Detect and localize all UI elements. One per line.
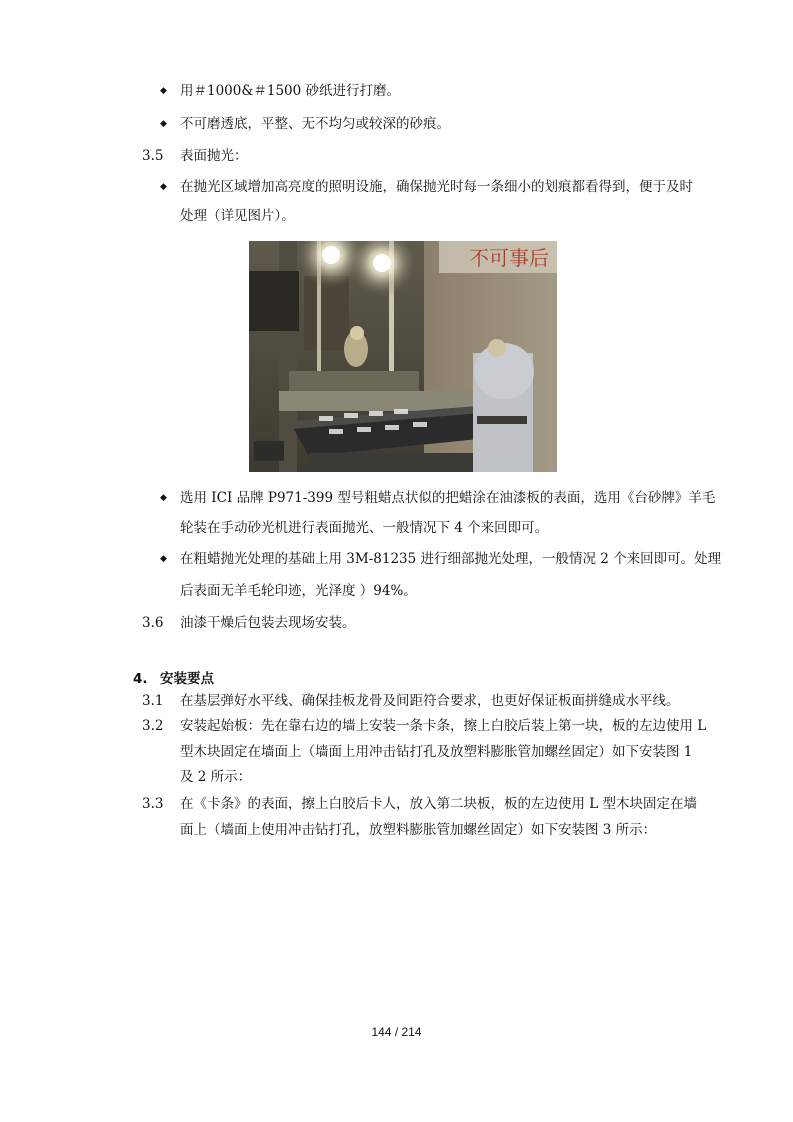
leveling-text: 在基层弹好水平线、确保挂板龙骨及间距符合要求，也更好保证板面拼缝成水平线。 xyxy=(180,693,680,709)
bullet-icon: ◆ xyxy=(160,493,167,503)
section-title: 表面抛光： xyxy=(180,148,248,164)
section-number: 3.2 xyxy=(142,718,164,734)
coarse-wax-text-line1: 选用 ICI 品牌 P971-399 型号粗蜡点状似的把蜡涂在油漆板的表面，选用《台砂牌》羊毛 xyxy=(180,490,716,506)
start-board-text-line1: 安装起始板：先在靠右边的墙上安装一条卡条，擦上白胶后装上第一块，板的左边使用 L xyxy=(180,718,707,734)
second-board-text-line1: 在《卡条》的表面，擦上白胶后卡人，放入第二块板，板的左边使用 L 型木块固定在墙 xyxy=(180,796,698,812)
bullet-icon: ◆ xyxy=(160,119,167,129)
section-number: 3.3 xyxy=(142,796,164,812)
start-board-text-line3: 及 2 所示： xyxy=(180,769,252,785)
lighting-text-line2: 处理（详见图片）。 xyxy=(180,208,295,224)
section-number: 3.6 xyxy=(142,615,164,631)
polishing-workshop-photo xyxy=(249,241,557,472)
packaging-text: 油漆干燥后包装去现场安装。 xyxy=(180,615,356,631)
bullet-icon: ◆ xyxy=(160,182,167,192)
section-number: 3.1 xyxy=(142,693,164,709)
section-4-number: 4. xyxy=(133,671,148,687)
bullet-icon: ◆ xyxy=(160,554,167,564)
fine-polish-text-line2: 后表面无羊毛轮印迹，光泽度 ）94%。 xyxy=(180,583,417,599)
section-number: 3.5 xyxy=(142,148,164,164)
section-4-title: 安装要点 xyxy=(160,671,214,687)
sanding-paper-text: 用＃1000&＃1500 砂纸进行打磨。 xyxy=(180,83,401,99)
photo-banner-text: 不可事后 xyxy=(469,246,549,270)
bullet-icon: ◆ xyxy=(160,86,167,96)
page-number: 144 / 214 xyxy=(371,1025,422,1039)
start-board-text-line2: 型木块固定在墙面上（墙面上用冲击钻打孔及放塑料膨胀管加螺丝固定）如下安装图 1 xyxy=(180,744,693,760)
sanding-requirement-text: 不可磨透底，平整、无不均匀或较深的砂痕。 xyxy=(180,116,450,132)
lighting-text-line1: 在抛光区域增加高亮度的照明设施，确保抛光时每一条细小的划痕都看得到，便于及时 xyxy=(180,179,693,195)
fine-polish-text-line1: 在粗蜡抛光处理的基础上用 3M-81235 进行细部抛光处理，一般情况 2 个来回即可。处理 xyxy=(180,551,722,567)
second-board-text-line2: 面上（墙面上使用冲击钻打孔，放塑料膨胀管加螺丝固定）如下安装图 3 所示： xyxy=(180,822,657,838)
coarse-wax-text-line2: 轮装在手动砂光机进行表面抛光、一般情况下 4 个来回即可。 xyxy=(180,520,549,536)
